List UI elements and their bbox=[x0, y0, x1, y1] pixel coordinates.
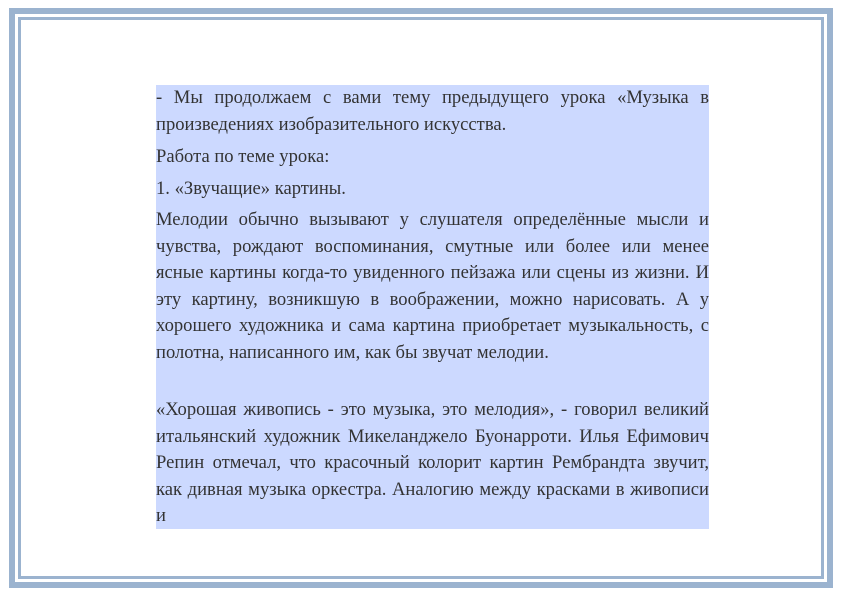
lesson-text-box bbox=[156, 85, 709, 529]
paragraph-melodies: Мелодии обычно вызывают у слушателя определённые мысли и чувства, рождают воспоминания, смутные или более или менее ясные картины когда-то увиденного пейзажа или сцены из жизни. И эту картину, возникшую в воображении, можно нарисовать. А у хорошего художника и сама картина приобретает музыкальность, с полотна, написанного им, как бы звучат мелодии. bbox=[156, 209, 709, 363]
paragraph-work-topic: Работа по теме урока: bbox=[156, 146, 330, 167]
paragraph-section-heading: 1. «Звучащие» картины. bbox=[156, 178, 346, 199]
paragraph-intro: - Мы продолжаем с вами тему предыдущего урока «Музыка в произведениях изобразительного искусства. bbox=[156, 87, 709, 135]
paragraph-quote: «Хорошая живопись - это музыка, это мелодия», - говорил великий итальянский художник Микеланджело Буонарроти. Илья Ефимович Репин отмечал, что красочный колорит картин Рембрандта звучит, как дивная музыка оркестра. Аналогию между красками в живописи и bbox=[156, 399, 709, 527]
